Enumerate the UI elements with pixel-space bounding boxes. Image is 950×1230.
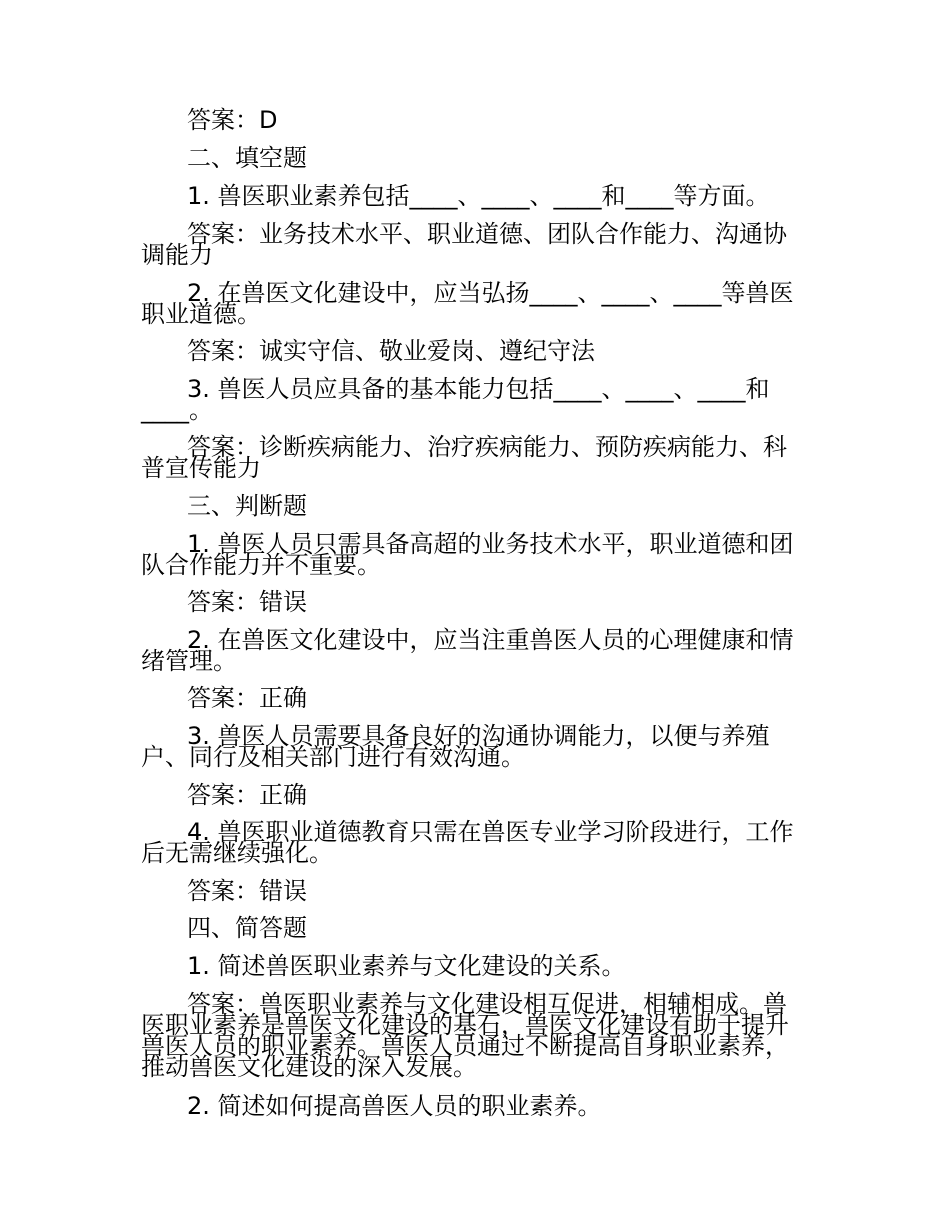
section-heading: 四、简答题 <box>187 914 307 942</box>
continuation-line: 兽医人员的职业素养。兽医人员通过不断提高自身职业素养， <box>141 1032 789 1060</box>
continuation-line: 绪管理。 <box>141 647 237 675</box>
question-line: 1. 简述兽医职业素养与文化建设的关系。 <box>187 952 626 980</box>
question-line: 2. 简述如何提高兽医人员的职业素养。 <box>187 1092 602 1120</box>
answer-line: 答案：兽医职业素养与文化建设相互促进，相辅相成。兽 <box>187 990 787 1018</box>
answer-line: 答案：诊断疾病能力、治疗疾病能力、预防疾病能力、科 <box>187 433 787 461</box>
continuation-line: 医职业素养是兽医文化建设的基石，兽医文化建设有助于提升 <box>141 1011 789 1039</box>
answer-line: 答案：正确 <box>187 684 307 712</box>
answer-line: 答案：D <box>187 106 278 134</box>
question-line: 3. 兽医人员需要具备良好的沟通协调能力，以便与养殖 <box>187 722 770 750</box>
section-heading: 二、填空题 <box>187 144 307 172</box>
continuation-line: 队合作能力并不重要。 <box>141 551 381 579</box>
question-line: 1. 兽医人员只需具备高超的业务技术水平，职业道德和团 <box>187 530 794 558</box>
answer-line: 答案：错误 <box>187 588 307 616</box>
answer-line: 答案：正确 <box>187 781 307 809</box>
continuation-line: 后无需继续强化。 <box>141 839 333 867</box>
question-line: 2. 在兽医文化建设中，应当弘扬____、____、____等兽医 <box>187 279 794 307</box>
question-line: 1. 兽医职业素养包括____、____、____和____等方面。 <box>187 182 770 210</box>
continuation-line: 普宣传能力 <box>141 454 261 482</box>
continuation-line: 推动兽医文化建设的深入发展。 <box>141 1053 477 1081</box>
section-heading: 三、判断题 <box>187 492 307 520</box>
continuation-line: ____。 <box>141 396 213 424</box>
answer-line: 答案：错误 <box>187 877 307 905</box>
continuation-line: 职业道德。 <box>141 300 261 328</box>
continuation-line: 户、同行及相关部门进行有效沟通。 <box>141 743 525 771</box>
question-line: 4. 兽医职业道德教育只需在兽医专业学习阶段进行，工作 <box>187 818 794 846</box>
question-line: 2. 在兽医文化建设中，应当注重兽医人员的心理健康和情 <box>187 626 794 654</box>
answer-line: 答案：业务技术水平、职业道德、团队合作能力、沟通协 <box>187 220 787 248</box>
answer-line: 答案：诚实守信、敬业爱岗、遵纪守法 <box>187 337 595 365</box>
continuation-line: 调能力 <box>141 241 213 269</box>
question-line: 3. 兽医人员应具备的基本能力包括____、____、____和 <box>187 375 770 403</box>
